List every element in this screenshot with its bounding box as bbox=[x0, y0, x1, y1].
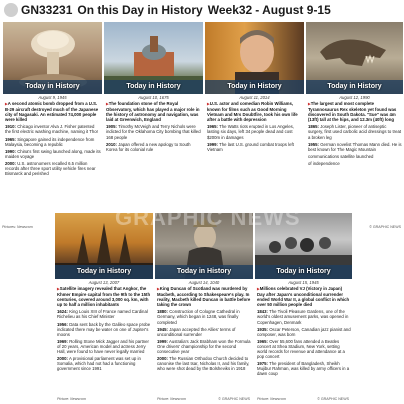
card-text bbox=[5, 101, 101, 176]
event-item: 1999: Australia's Jack Brabham won the Formula One drivers' championship for the second consecutive year bbox=[157, 338, 251, 355]
event-item: 1935: Oscar Peterson, Canadian jazz pianist and composer, was born bbox=[257, 326, 351, 337]
card-date: August 9, 1945 bbox=[38, 95, 67, 100]
header-week: Week32 bbox=[207, 3, 253, 17]
today-in-history-banner: Today in History bbox=[155, 265, 253, 279]
event-item: 1965: Over 55,600 fans attended a Beatles concert at Shea Stadium, New York, setting world records for revenue and attendance at a pop concert bbox=[257, 338, 345, 360]
card-lead: ▶ King Duncan of Scotland was murdered by Macbeth, according to Shakespeare's play. In reality, Macbeth killed Duncan in battle before taking the crown bbox=[157, 286, 252, 307]
event-item: 1945: Japan accepted the Allies' terms of unconditional surrender bbox=[157, 326, 236, 337]
card-text bbox=[257, 286, 351, 377]
pictures-credit: Pictures: Newscom bbox=[2, 225, 33, 229]
today-in-history-banner: Today in History bbox=[306, 80, 403, 94]
event-item: 1910: Chicago inventor Alva J. Fisher patented the first electric washing machine, naming it Thor bbox=[5, 124, 99, 135]
pictures-credit: Picture: Newscom bbox=[257, 397, 286, 401]
event-item: of independence bbox=[308, 160, 340, 166]
pictures-credit: Picture: Newscom bbox=[157, 397, 186, 401]
graphic-news-watermark: GRAPHIC NEWS bbox=[115, 205, 301, 230]
header-dates: - August 9-15 bbox=[255, 3, 331, 17]
header-title: On this Day in History bbox=[77, 3, 203, 17]
event-item: 1990: China's first swing launched along, made its maiden voyage bbox=[5, 148, 101, 159]
event-item: 1865: Joseph Lister, pioneer of antiseptic surgery, first used carbolic acid dressings to treat a broken leg bbox=[308, 124, 402, 140]
card-date: August 14, 1040 bbox=[188, 280, 220, 285]
card-lead: ▶ U.S. actor and comedian Robin Williams, known for films such as Good Morning Vietnam and Mrs Doubtfire, took his own life after a battle with depression bbox=[207, 101, 303, 122]
pictures-credit: Picture: Newscom bbox=[57, 397, 86, 401]
card-august-12 bbox=[306, 22, 403, 208]
header-code: GN33231 bbox=[21, 3, 73, 17]
event-item: 1965: The Watts riots erupted in Los Angeles, lasting six days, left 34 people dead and cost $200m in damages bbox=[207, 124, 294, 140]
card-text bbox=[207, 101, 303, 152]
card-text bbox=[57, 286, 152, 371]
event-item: 2000: The Russian Orthodox Church decided to canonise the last tsar, Nicholas II, and his family, who were shot dead by the Bolsheviks in 1918 bbox=[157, 356, 250, 372]
event-item: 2010: Japan offered a new apology to South Korea for its colonial rule bbox=[106, 141, 191, 152]
today-in-history-banner: Today in History bbox=[255, 265, 352, 279]
card-text bbox=[106, 101, 202, 152]
card-lead: ▶ The largest and most complete Tyrannosaurus Rex skeleton yet found was discovered in South Dakota. "Sue" was 4m (13ft) tall at the hips, and 12.3m (40ft) long bbox=[308, 101, 402, 122]
card-august-9 bbox=[3, 22, 102, 208]
today-in-history-banner: Today in History bbox=[55, 265, 153, 279]
card-date: August 12, 1990 bbox=[339, 95, 370, 100]
card-date: August 11, 2014 bbox=[239, 95, 270, 100]
today-in-history-banner: Today in History bbox=[205, 80, 304, 94]
event-item: 1999: The last U.S. ground combat troops left Vietnam bbox=[207, 141, 294, 152]
card-august-14 bbox=[155, 213, 253, 403]
copyright-credit: © GRAPHIC NEWS bbox=[218, 397, 250, 401]
event-item: 1624: King Louis XIII of France named Cardinal Richelieu as his Chief Minister bbox=[57, 309, 148, 320]
event-item: 1955: German novelist Thomas Mann died. He is best known for The Magic Mountain bbox=[308, 141, 402, 152]
card-date: August 15, 1945 bbox=[288, 280, 319, 285]
card-date: August 10, 1675 bbox=[138, 95, 169, 100]
card-date: August 13, 2007 bbox=[88, 280, 120, 285]
event-item: 2000: U.S. astronomers recalled 6.5 million records after three sport utility vehicle fires near Bismarck and perished bbox=[5, 160, 96, 177]
card-lead: ▶ Satellite imagery revealed that Angkor, the Khmer Empire capital from the 9th to the 15th centuries, covered around 3,000 sq. km, with up to half a million inhabitants bbox=[57, 286, 152, 307]
today-in-history-banner: Today in History bbox=[104, 80, 203, 94]
copyright-credit: © GRAPHIC NEWS bbox=[317, 397, 349, 401]
card-lead: ▶ The foundation stone of the Royal Observatory, which has played a major role in the history of astronomy and navigation, was laid at Greenwich, England bbox=[106, 101, 202, 122]
page-header bbox=[0, 0, 404, 20]
event-item: 1965: Singapore gained its independence from Malaysia, becoming a republic bbox=[5, 136, 95, 147]
event-item: communications satellite launched bbox=[308, 153, 374, 159]
event-item: 1880: Construction of Cologne Cathedral in Germany, which began in 1248, was finally completed bbox=[157, 309, 240, 325]
card-august-11 bbox=[205, 22, 304, 208]
card-lead: ▶ A second atomic bomb dropped from a U.S. B-29 aircraft destroyed much of the Japanese city of Nagasaki. An estimated 74,000 people were killed bbox=[5, 101, 101, 122]
graphic-news-logo-icon bbox=[4, 3, 18, 17]
event-item: 1975: The president of Bangladesh, Sheikh Mujibur Rahman, was killed by army officers in a dawn coup bbox=[257, 361, 350, 377]
card-lead: ▶ Millions celebrated VJ (Victory in Japan) Day after Japan's unconditional surrender ended World War II, a global conflict in which over 50 million people died bbox=[257, 286, 351, 307]
event-item: 2000: A provisional parliament was set up in Somalia, which had not had a functioning government since 1991 bbox=[57, 356, 141, 372]
card-august-10 bbox=[104, 22, 203, 208]
card-text bbox=[308, 101, 402, 166]
event-item: 1843: The Tivoli Pleasure Gardens, one of the world's oldest amusement parks, was opened in Copenhagen, Denmark bbox=[257, 309, 349, 325]
event-item: 1956: Data sent back by the Galileo space probe indicated there may be water on one of Jupiter's moons bbox=[57, 321, 151, 337]
copyright-credit: © GRAPHIC NEWS bbox=[369, 225, 401, 229]
card-august-13 bbox=[55, 213, 153, 403]
event-item: 1905: Timothy McVeigh and Terry Nichols were indicted for the Oklahoma City bombing that killed 168 people bbox=[106, 124, 201, 140]
card-text bbox=[157, 286, 252, 371]
event-item: 1969: Rolling Stone Mick Jagger and his partner of 20 years, American model and actress Jerry Hall, were found to have never legally married bbox=[57, 338, 149, 355]
card-august-15 bbox=[255, 213, 352, 403]
today-in-history-banner: Today in History bbox=[3, 80, 102, 94]
